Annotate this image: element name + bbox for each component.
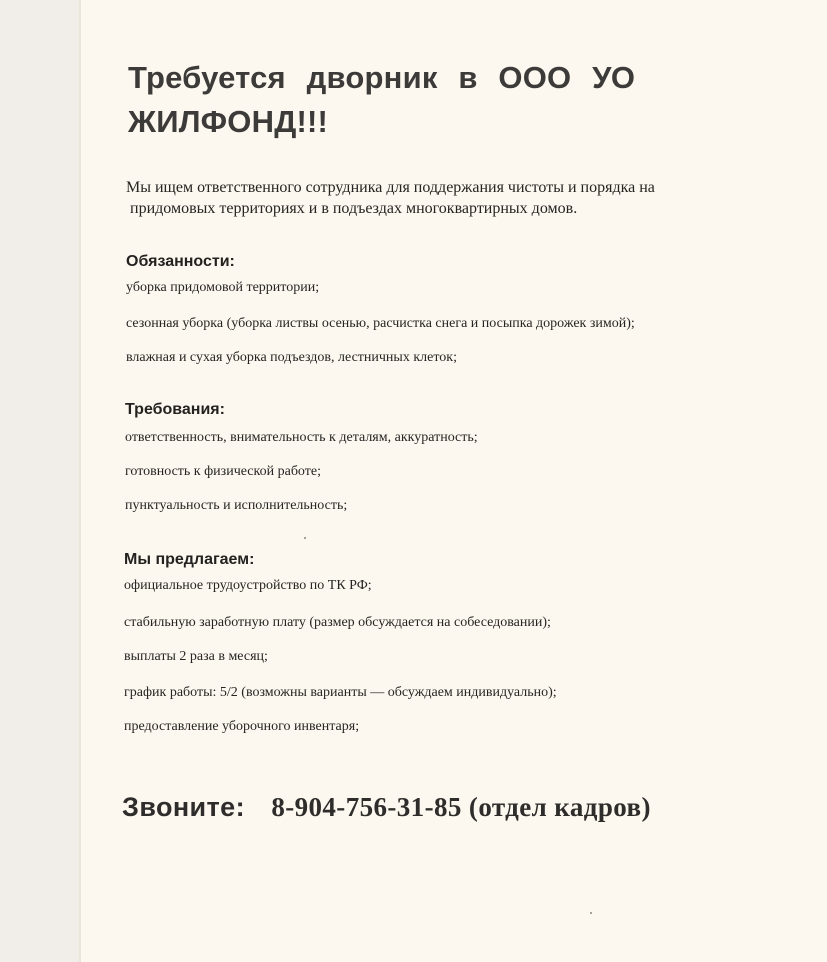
duties-heading: Обязанности: [126,253,235,270]
contact-phone: 8-904-756-31-85 (отдел кадров) [271,792,651,822]
offer-item: предоставление уборочного инвентаря; [124,719,360,734]
offer-heading: Мы предлагаем: [124,551,255,568]
intro-line-1: Мы ищем ответственного сотрудника для поддержания чистоты и порядка на [126,179,655,196]
page-edge [79,0,81,962]
intro-line-2: придомовых территориях и в подъездах многоквартирных домов. [130,200,578,217]
duty-item: влажная и сухая уборка подъездов, лестничных клеток; [126,350,457,365]
offer-item: официальное трудоустройство по ТК РФ; [124,578,372,593]
requirement-item: пунктуальность и исполнительность; [125,498,348,513]
title-line-2: ЖИЛФОНД!!! [128,104,329,139]
offer-item: выплаты 2 раза в месяц; [124,649,268,664]
offer-item: график работы: 5/2 (возможны варианты — обсуждаем индивидуально); [124,685,557,700]
duty-item: уборка придомовой территории; [126,280,320,295]
title-line-1: Требуется дворник в ООО УО [128,60,636,95]
requirement-item: ответственность, внимательность к деталям, аккуратность; [125,430,478,445]
contact-line [122,792,651,823]
scan-speck [304,537,306,539]
contact-label: Звоните: [122,792,245,822]
offer-item: стабильную заработную плату (размер обсуждается на собеседовании); [124,615,551,630]
duty-item: сезонная уборка (уборка листвы осенью, расчистка снега и посыпка дорожек зимой); [126,316,635,331]
requirements-heading: Требования: [125,401,225,418]
scan-speck [590,912,592,914]
requirement-item: готовность к физической работе; [125,464,321,479]
